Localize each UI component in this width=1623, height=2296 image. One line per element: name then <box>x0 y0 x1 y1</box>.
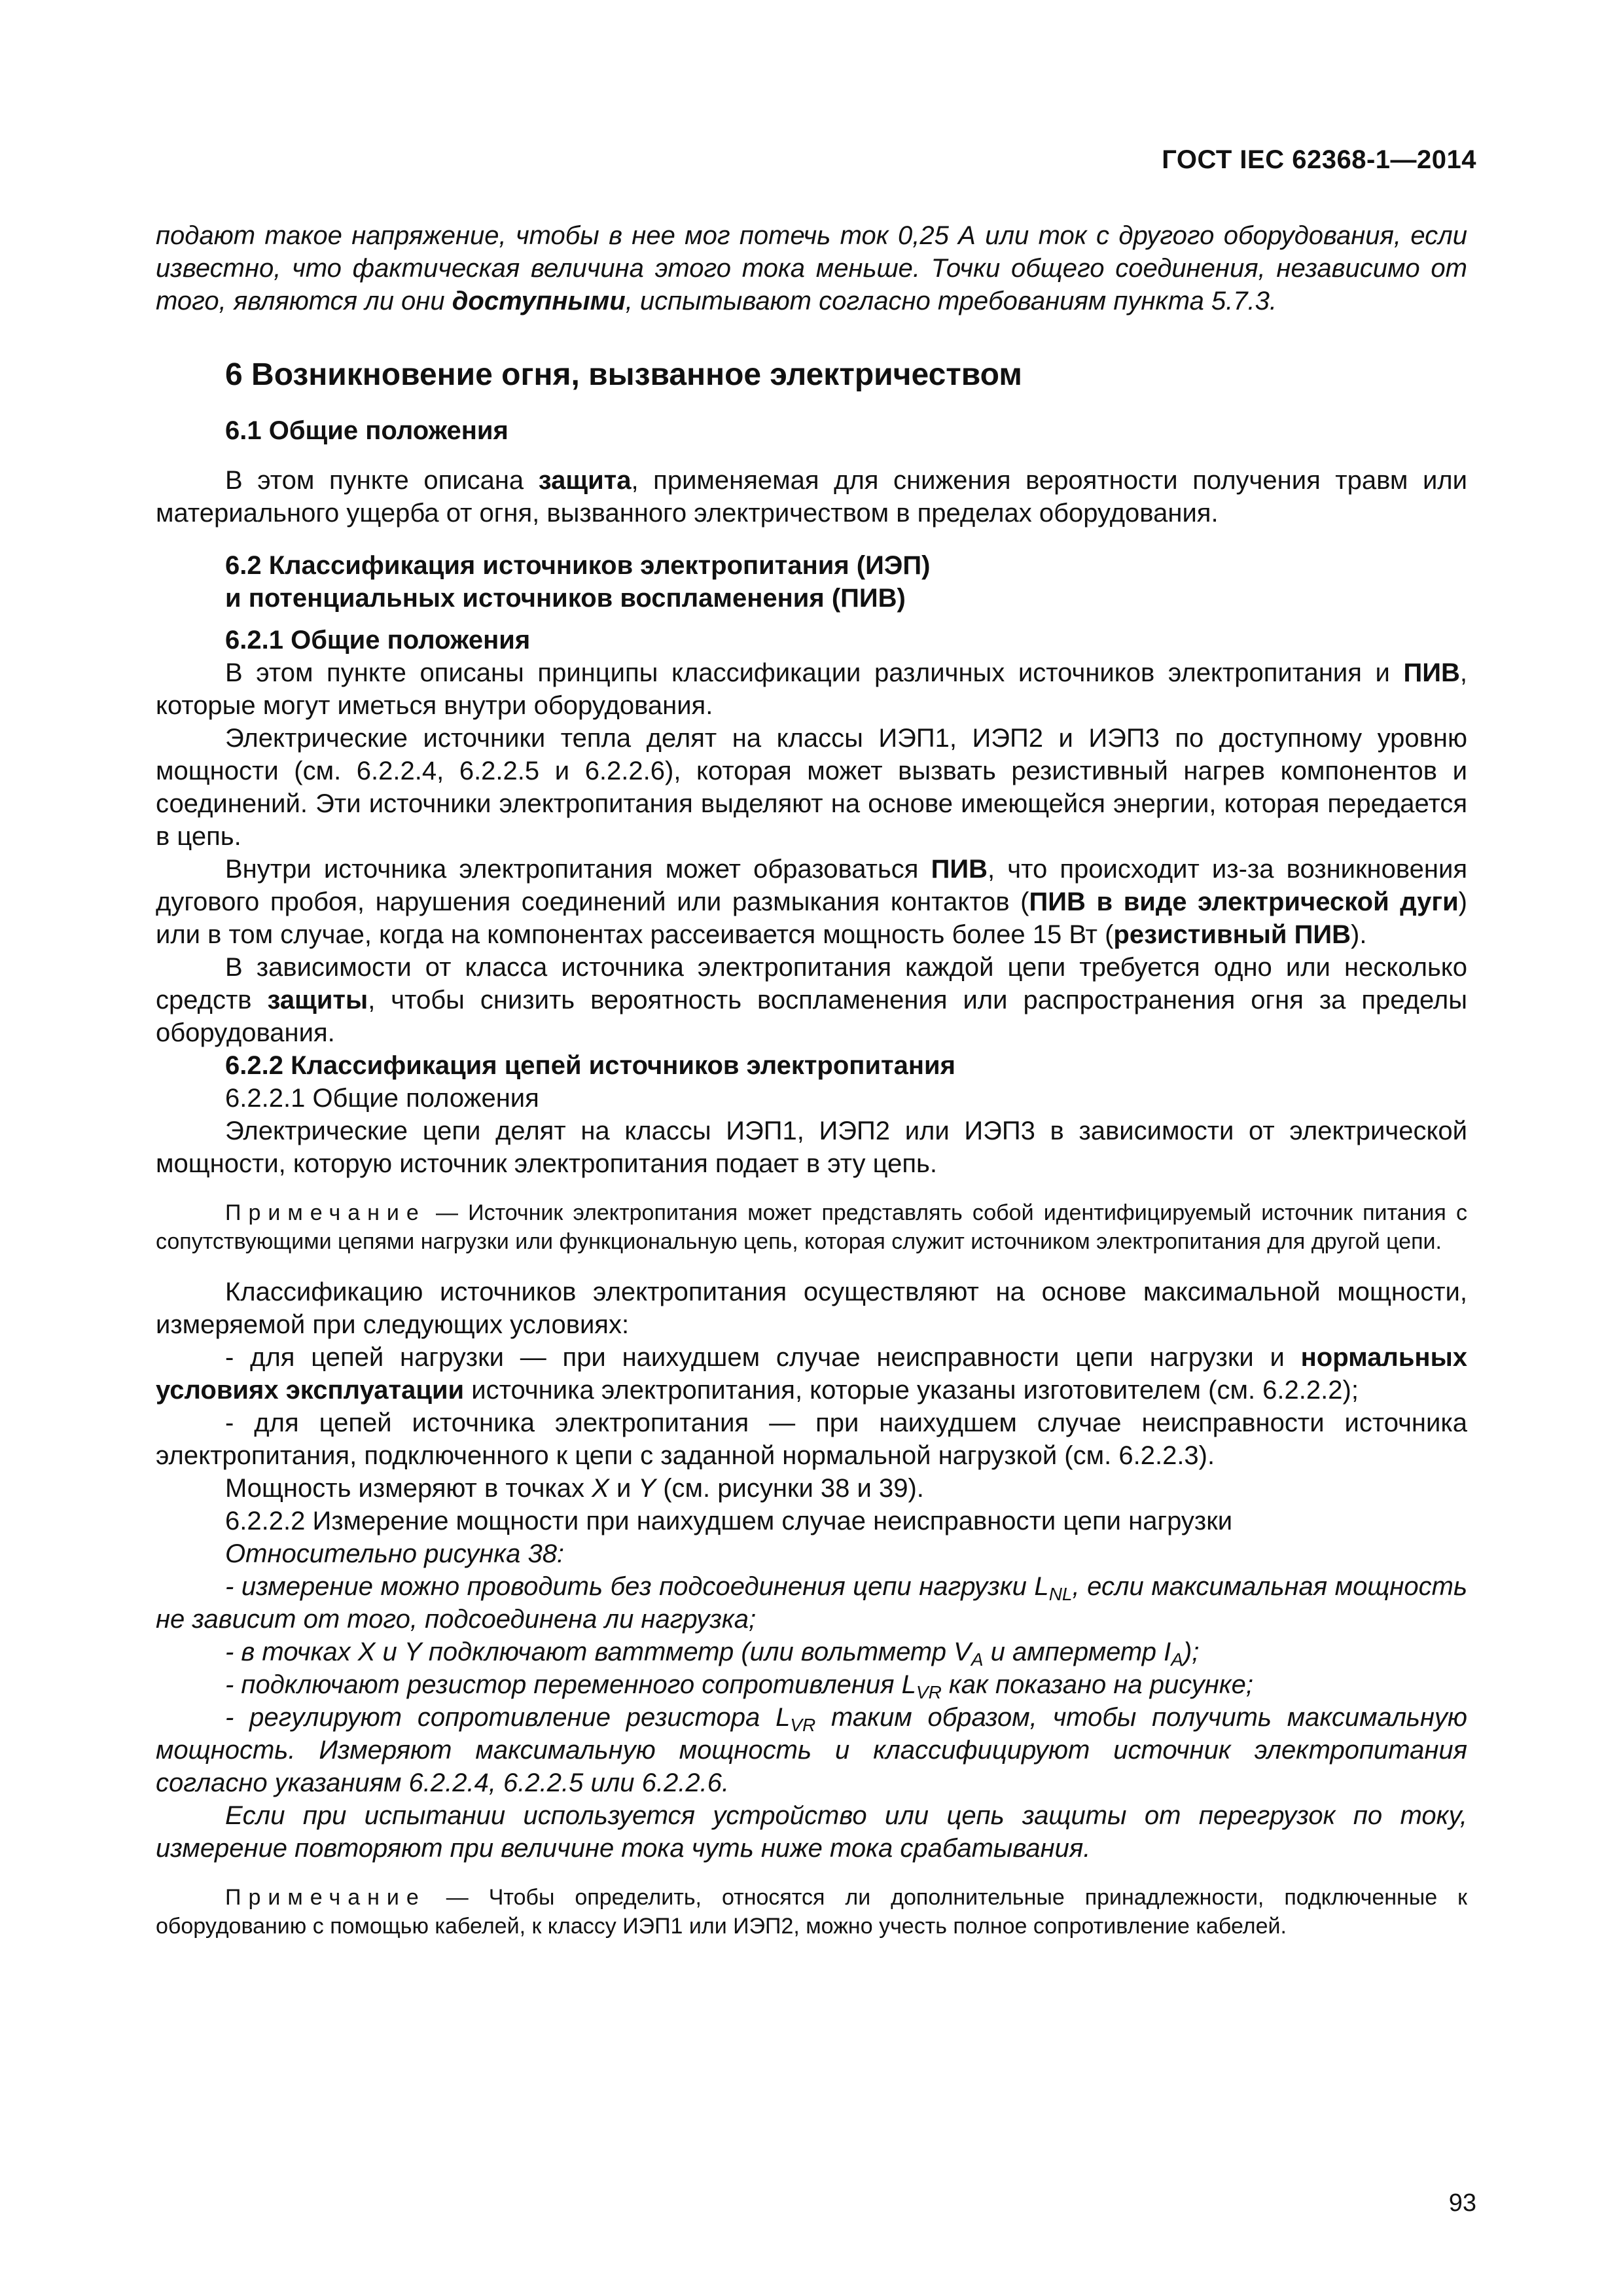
section-6-2-2-1-p3: Мощность измеряют в точках X и Y (см. рисунки 38 и 39). <box>225 1474 924 1503</box>
section-6-1-text: В этом пункте описана защита, применяемая для снижения вероятности получения травм или материального ущерба от огня, вызванного электричеством в пределах оборудования. <box>156 466 1467 528</box>
note-2: Примечание — Чтобы определить, относятся ли дополнительные принадлежности, подключенные к оборудованию с помощью кабелей, к классу ИЭП1 или ИЭП2, можно учесть полное сопротивление кабелей. <box>156 1885 1467 1939</box>
section-6-2-1-p2: Электрические источники тепла делят на классы ИЭП1, ИЭП2 и ИЭП3 по доступному уровню мощности (см. 6.2.2.4, 6.2.2.5 и 6.2.2.6), которая может вызвать резистивный нагрев компонентов и соединений. Эти источники электропитания выделяют на основе имеющейся энергии, которая передается в цепь. <box>156 724 1467 851</box>
standard-header: ГОСТ IEC 62368-1—2014 <box>1162 145 1476 174</box>
section-6-2-2-2-title: 6.2.2.2 Измерение мощности при наихудшем случае неисправности цепи нагрузки <box>225 1507 1233 1535</box>
section-6-2-1-p4: В зависимости от класса источника электропитания каждой цепи требуется одно или несколько средств защиты, чтобы снизить вероятность воспламенения или распространения огня за пределы оборудования. <box>156 953 1467 1047</box>
section-6-2-2-1-p1: Электрические цепи делят на классы ИЭП1, ИЭП2 или ИЭП3 в зависимости от электрической мощности, которую источник электропитания подает в эту цепь. <box>156 1117 1467 1178</box>
italic-item-2: - в точках X и Y подключают ваттметр (или вольтметр $V_A$ и амперметр $I_A$); <box>225 1638 1200 1670</box>
section-6-1-title: 6.1 Общие положения <box>225 416 508 445</box>
page-number: 93 <box>1448 2189 1476 2217</box>
intro-paragraph: подают такое напряжение, чтобы в нее мог потечь ток 0,25 А или ток с другого оборудования, если известно, что фактическая величина этого тока меньше. Точки общего соединения, независимо от того, являются ли они доступными, испытывают согласно требованиям пункта 5.7.3. <box>156 221 1467 315</box>
section-6-2-1-p3: Внутри источника электропитания может образоваться ПИВ, что происходит из-за возникновения дугового пробоя, нарушения соединений или размыкания контактов (ПИВ в виде электрической дуги) или в том случае, когда на компонентах рассеивается мощность более 15 Вт (резистивный ПИВ). <box>156 855 1467 949</box>
section-6-2-2-1-title: 6.2.2.1 Общие положения <box>225 1084 539 1113</box>
list-item-load-circuits: - для цепей нагрузки — при наихудшем случае неисправности цепи нагрузки и нормальных условиях эксплуатации источника электропитания, которые указаны изготовителем (см. 6.2.2.2); <box>156 1343 1467 1405</box>
section-6-2-2-1-p2: Классификацию источников электропитания осуществляют на основе максимальной мощности, измеряемой при следующих условиях: <box>156 1278 1467 1339</box>
italic-item-1: - измерение можно проводить без подсоединения цепи нагрузки $L_{NL}$, если максимальная мощность не зависит от того, подсоединена ли нагрузка; <box>156 1572 1467 1634</box>
italic-item-4: - регулируют сопротивление резистора $L_{VR}$ таким образом, чтобы получить максимальную мощность. Измеряют максимальную мощность и классифицируют источник электропитания согласно указаниям 6.2.2.4, 6.2.2.5 или 6.2.2.6. <box>156 1703 1467 1797</box>
term-accessible: доступными <box>452 287 626 315</box>
italic-item-3: - подключают резистор переменного сопротивления $L_{VR}$ как показано на рисунке; <box>225 1670 1253 1702</box>
page-content <box>156 219 1467 1960</box>
section-6-2-title: 6.2 Классификация источников электропитания (ИЭП) и потенциальных источников воспламенения (ПИВ) <box>225 551 931 613</box>
figure-38-reference: Относительно рисунка 38: <box>225 1539 565 1568</box>
list-item-power-source-circuits: - для цепей источника электропитания — при наихудшем случае неисправности источника электропитания, подключенного к цепи с заданной нормальной нагрузкой (см. 6.2.2.3). <box>156 1408 1467 1470</box>
italic-item-5: Если при испытании используется устройство или цепь защиты от перегрузок по току, измерение повторяют при величине тока чуть ниже тока срабатывания. <box>156 1801 1467 1863</box>
term-protection: защита <box>538 466 632 495</box>
note-1: Примечание — Источник электропитания может представлять собой идентифицируемый источник питания с сопутствующими цепями нагрузки или функциональную цепь, которая служит источником электропитания для другой цепи. <box>156 1200 1467 1254</box>
section-6-2-1-title: 6.2.1 Общие положения <box>225 626 531 655</box>
section-6-2-1-p1: В этом пункте описаны принципы классификации различных источников электропитания и ПИВ, которые могут иметься внутри оборудования. <box>156 658 1467 720</box>
section-6-title: 6 Возникновение огня, вызванное электричеством <box>225 357 1022 392</box>
section-6-2-2-title: 6.2.2 Классификация цепей источников электропитания <box>225 1051 955 1080</box>
